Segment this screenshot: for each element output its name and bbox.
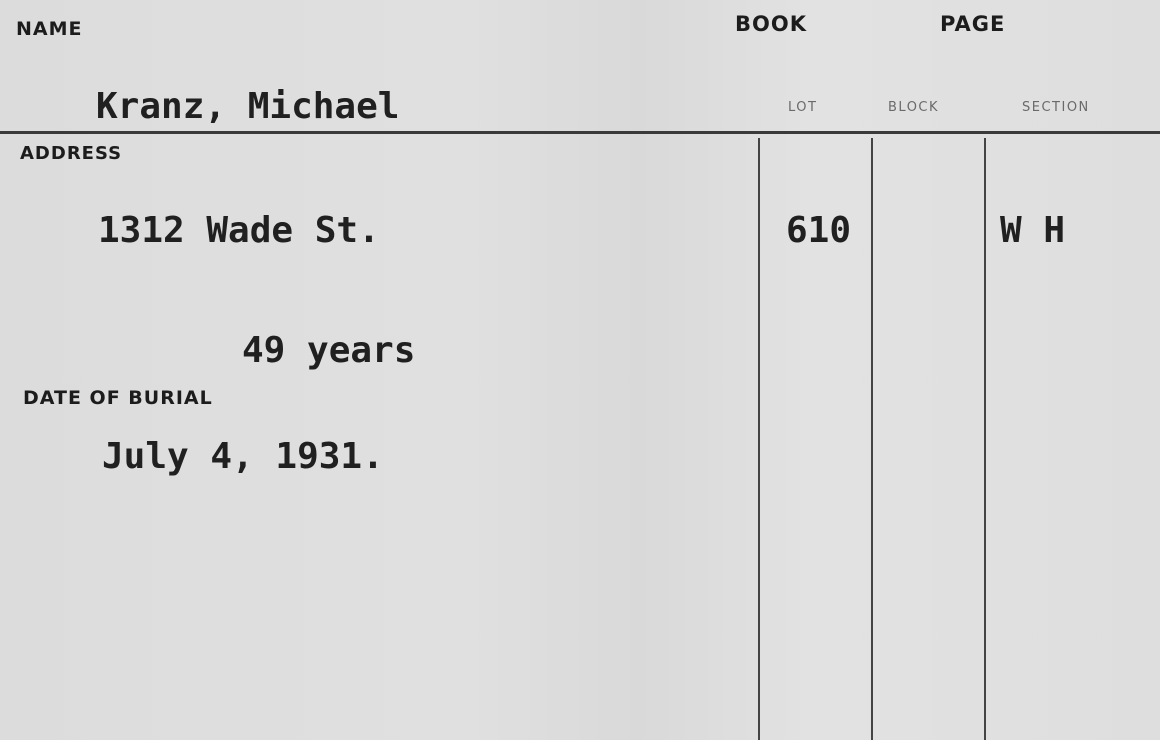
age-value: 49 years: [242, 330, 416, 371]
section-value: W H: [1000, 210, 1066, 251]
block-label: BLOCK: [888, 100, 940, 115]
block-column-left-rule: [871, 138, 873, 740]
lot-label: LOT: [788, 100, 818, 115]
lot-column-left-rule: [758, 138, 760, 740]
address-value: 1312 Wade St.: [98, 210, 380, 251]
page-label: PAGE: [940, 12, 1006, 36]
lot-value: 610: [786, 210, 852, 251]
header-divider: [0, 131, 1160, 134]
section-column-left-rule: [984, 138, 986, 740]
section-label: SECTION: [1022, 100, 1090, 115]
book-label: BOOK: [735, 12, 807, 36]
name-value: Kranz, Michael: [96, 86, 400, 127]
name-label: NAME: [16, 18, 83, 40]
address-label: ADDRESS: [20, 143, 123, 164]
date-of-burial-value: July 4, 1931.: [102, 436, 384, 477]
date-of-burial-label: DATE OF BURIAL: [23, 387, 213, 409]
